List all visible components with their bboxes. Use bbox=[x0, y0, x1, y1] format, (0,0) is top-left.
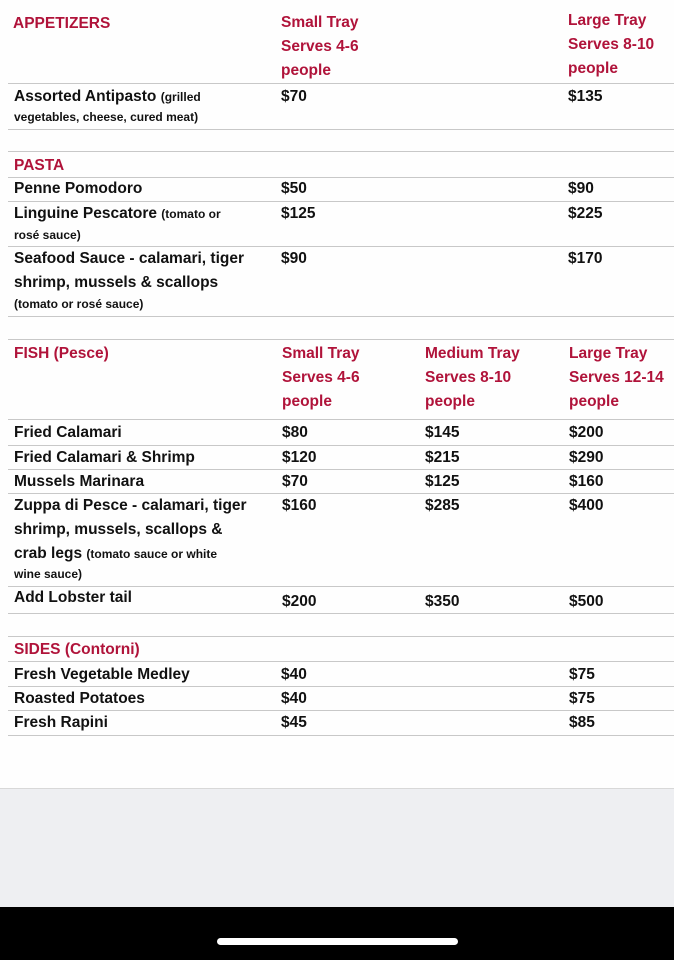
menu-item-name: Fresh Rapini bbox=[14, 714, 108, 731]
price-small: $70 bbox=[282, 473, 308, 490]
divider bbox=[8, 636, 674, 637]
divider bbox=[8, 445, 674, 446]
divider bbox=[8, 613, 674, 614]
header-line: Medium Tray bbox=[425, 345, 520, 362]
empty-background bbox=[0, 788, 674, 908]
price-medium: $350 bbox=[425, 593, 460, 610]
divider bbox=[8, 419, 674, 420]
sides-title: SIDES (Contorni) bbox=[14, 641, 140, 658]
price-small: $80 bbox=[282, 424, 308, 441]
header-line: Serves 12-14 bbox=[569, 369, 664, 386]
appetizers-title: APPETIZERS bbox=[13, 15, 111, 32]
item-note: vegetables, cheese, cured meat) bbox=[14, 110, 199, 124]
price-large: $200 bbox=[569, 424, 604, 441]
price-large: $75 bbox=[569, 690, 595, 707]
header-line: Small Tray bbox=[282, 345, 360, 362]
price-large: $85 bbox=[569, 714, 595, 731]
menu-item-name: Fried Calamari bbox=[14, 424, 122, 441]
menu-item-name: Mussels Marinara bbox=[14, 473, 145, 490]
price-large: $90 bbox=[568, 180, 594, 197]
price-medium: $215 bbox=[425, 449, 460, 466]
price-small: $45 bbox=[281, 714, 307, 731]
header-line: Serves 4-6 bbox=[282, 369, 360, 386]
header-line: Serves 8-10 bbox=[568, 36, 655, 53]
divider bbox=[8, 735, 674, 736]
item-note: wine sauce) bbox=[14, 567, 83, 581]
item-name: Linguine Pescatore bbox=[14, 205, 157, 222]
system-navigation-bar bbox=[0, 907, 674, 960]
menu-item-name: Zuppa di Pesce - calamari, tiger bbox=[14, 497, 247, 514]
header-line: Serves 8-10 bbox=[425, 369, 512, 386]
header-line: people bbox=[569, 393, 619, 410]
price-small: $160 bbox=[282, 497, 317, 514]
fish-small-tray-header bbox=[282, 342, 360, 414]
menu-item-name: Add Lobster tail bbox=[14, 589, 132, 606]
pasta-title: PASTA bbox=[14, 157, 65, 174]
fish-medium-tray-header bbox=[425, 342, 520, 414]
menu-item-name: Penne Pomodoro bbox=[14, 180, 143, 197]
fish-title: FISH (Pesce) bbox=[14, 345, 109, 362]
header-line: people bbox=[282, 393, 332, 410]
item-name: Assorted Antipasto bbox=[14, 88, 157, 105]
header-line: Large Tray bbox=[569, 345, 648, 362]
price-small: $125 bbox=[281, 205, 316, 222]
price-large: $500 bbox=[569, 593, 604, 610]
item-note: rosé sauce) bbox=[14, 228, 81, 242]
price-medium: $285 bbox=[425, 497, 460, 514]
menu-item-name-cont: shrimp, mussels & scallops bbox=[14, 274, 219, 291]
price-medium: $125 bbox=[425, 473, 460, 490]
item-note: (tomato sauce or white bbox=[86, 547, 218, 561]
divider bbox=[8, 83, 674, 84]
divider bbox=[8, 710, 674, 711]
price-small: $70 bbox=[281, 88, 307, 105]
menu-item-name bbox=[14, 205, 221, 223]
price-large: $75 bbox=[569, 666, 595, 683]
price-small: $50 bbox=[281, 180, 307, 197]
menu-item-name-cont bbox=[14, 545, 217, 563]
appetizers-large-tray-header bbox=[568, 9, 654, 81]
price-small: $200 bbox=[282, 593, 317, 610]
item-note: (grilled bbox=[160, 90, 201, 104]
menu-item-name: Fried Calamari & Shrimp bbox=[14, 449, 195, 466]
appetizers-small-tray-header bbox=[281, 11, 359, 83]
price-small: $40 bbox=[281, 666, 307, 683]
menu-item-name-cont: shrimp, mussels, scallops & bbox=[14, 521, 223, 538]
price-large: $290 bbox=[569, 449, 604, 466]
divider bbox=[8, 151, 674, 152]
item-name: crab legs bbox=[14, 545, 83, 562]
divider bbox=[8, 493, 674, 494]
price-large: $170 bbox=[568, 250, 603, 267]
menu-item-name: Fresh Vegetable Medley bbox=[14, 666, 190, 683]
header-line: people bbox=[425, 393, 475, 410]
price-large: $400 bbox=[569, 497, 604, 514]
home-indicator[interactable] bbox=[217, 938, 458, 945]
header-line: people bbox=[281, 62, 331, 79]
price-small: $90 bbox=[281, 250, 307, 267]
divider bbox=[8, 339, 674, 340]
divider bbox=[8, 686, 674, 687]
menu-item-name bbox=[14, 88, 201, 106]
divider bbox=[8, 129, 674, 130]
item-note: (tomato or rosé sauce) bbox=[14, 297, 144, 311]
item-note: (tomato or bbox=[161, 207, 221, 221]
price-large: $225 bbox=[568, 205, 603, 222]
menu-item-name: Seafood Sauce - calamari, tiger bbox=[14, 250, 245, 267]
fish-large-tray-header bbox=[569, 342, 664, 414]
divider bbox=[8, 661, 674, 662]
price-medium: $145 bbox=[425, 424, 460, 441]
header-line: Small Tray bbox=[281, 14, 359, 31]
header-line: people bbox=[568, 60, 618, 77]
divider bbox=[8, 177, 674, 178]
divider bbox=[8, 201, 674, 202]
divider bbox=[8, 246, 674, 247]
price-large: $160 bbox=[569, 473, 604, 490]
price-small: $40 bbox=[281, 690, 307, 707]
divider bbox=[8, 316, 674, 317]
menu-item-name: Roasted Potatoes bbox=[14, 690, 145, 707]
price-large: $135 bbox=[568, 88, 603, 105]
header-line: Serves 4-6 bbox=[281, 38, 359, 55]
divider bbox=[8, 586, 674, 587]
header-line: Large Tray bbox=[568, 12, 647, 29]
divider bbox=[8, 469, 674, 470]
price-small: $120 bbox=[282, 449, 317, 466]
